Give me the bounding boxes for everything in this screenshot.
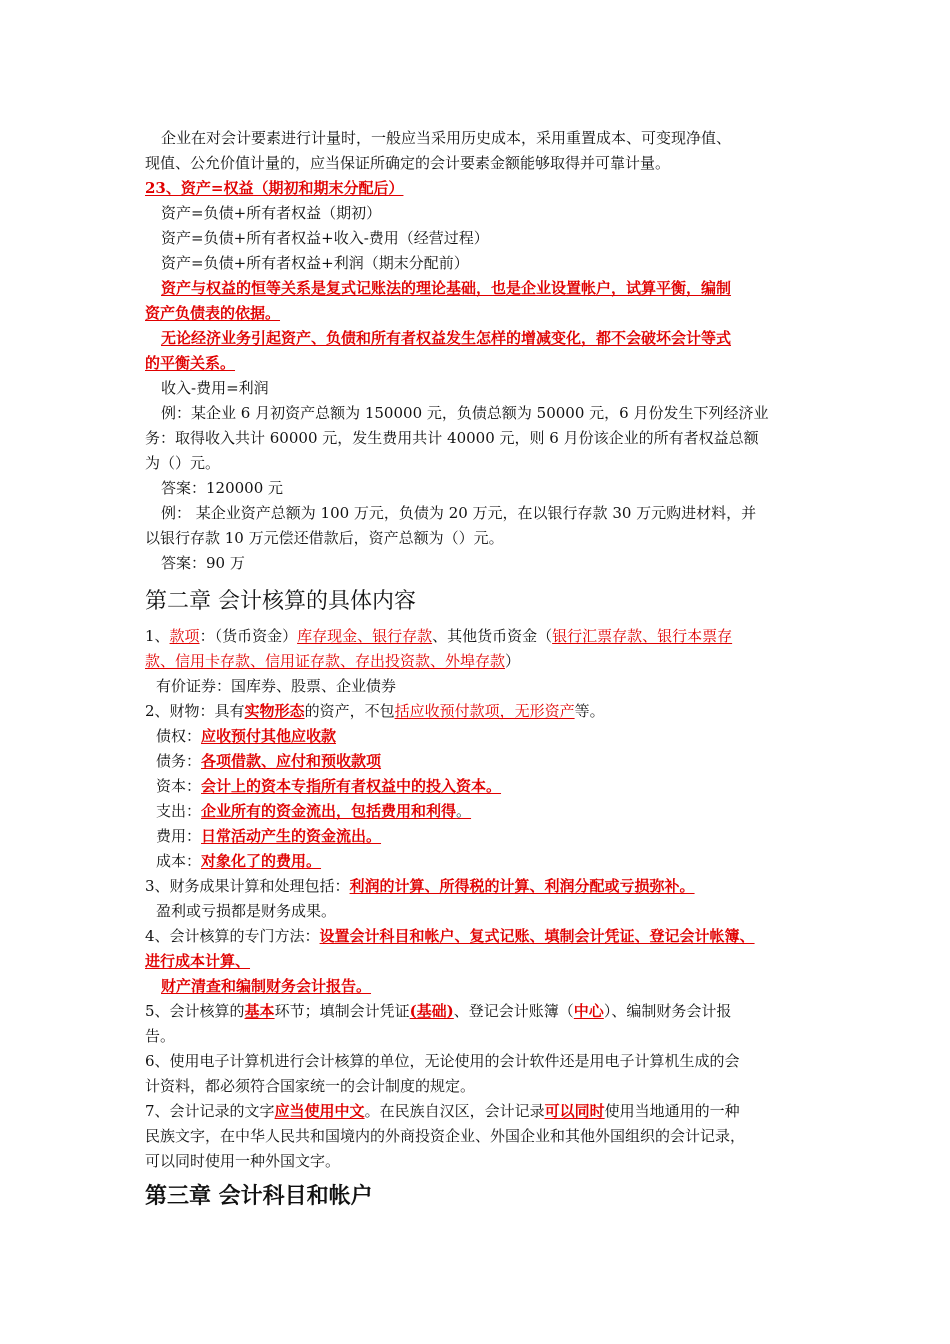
item-3-value: 利润的计算、所得税的计算、利润分配或亏损弥补。 [349, 877, 695, 895]
example-2: 例： 某企业资产总额为 100 万元，负债为 20 万元，在以银行存款 30 万元购进材料，并 [161, 504, 757, 522]
item-7-cont2: 可以同时使用一种外国文字。 [145, 1152, 341, 1170]
claims-value: 应收预付其他应收款 [201, 727, 337, 745]
section-23-title: 23、资产=权益（期初和期末分配后） [145, 179, 404, 197]
cost-value: 对象化了的费用。 [201, 852, 322, 870]
item-5-text3: 、登记会计账簿（ [453, 1002, 574, 1020]
item-4-cont [145, 949, 810, 974]
debts-value: 各项借款、应付和预收款项 [201, 752, 382, 770]
claims-line [145, 724, 821, 749]
item-5-text2: 环节；填制会计凭证 [274, 1002, 410, 1020]
equation-3: 资产=负债+所有者权益+利润（期末分配前） [161, 254, 469, 272]
item-7-simultaneous: 可以同时 [544, 1102, 605, 1120]
emphasis-2-text: 无论经济业务引起资产、负债和所有者权益发生怎样的增减变化，都不会破坏会计等式 [161, 329, 732, 347]
item-5-basic: 基本 [244, 1002, 275, 1020]
cost-label: 成本： [156, 852, 202, 870]
item-4-text: 4、会计核算的专门方法： [145, 927, 320, 945]
item-5-center: 中心 [573, 1002, 604, 1020]
item-7 [145, 1099, 810, 1124]
expense-label: 费用： [156, 827, 202, 845]
item-1-num: 1、 [145, 627, 170, 645]
emphasis-2 [145, 326, 826, 351]
item-7-text: 7、会计记录的文字 [145, 1102, 275, 1120]
debts-label: 债务： [156, 752, 202, 770]
example-2-cont: 以银行存款 10 万元偿还借款后，资产总额为（）元。 [145, 529, 504, 547]
equation-1: 资产=负债+所有者权益（期初） [161, 204, 382, 222]
item-5-text4: ）、编制财务会计报 [603, 1002, 732, 1020]
item-1-text2: 、其他货币资金（ [432, 627, 553, 645]
capital-line [145, 774, 821, 799]
item-7-text3: 使用当地通用的一种 [604, 1102, 740, 1120]
item-3 [145, 874, 810, 899]
item-5 [145, 999, 810, 1024]
securities-line: 有价证券：国库券、股票、企业债券 [156, 677, 397, 695]
item-3-note: 盈利或亏损都是财务成果。 [156, 902, 337, 920]
paragraph-measurement: 企业在对会计要素进行计量时，一般应当采用历史成本，采用重置成本、可变现净值、 [161, 129, 732, 147]
item-6-cont: 计资料，都必须符合国家统一的会计制度的规定。 [145, 1077, 476, 1095]
capital-value: 会计上的资本专指所有者权益中的投入资本。 [201, 777, 502, 795]
emphasis-1 [145, 276, 826, 301]
item-4-value-cont: 进行成本计算、 [145, 952, 251, 970]
paragraph-measurement-cont: 现值、公允价值计量的，应当保证所确定的会计要素金额能够取得并可靠计量。 [145, 154, 671, 172]
item-1-cash: 库存现金、银行存款 [297, 627, 433, 645]
item-4 [145, 924, 810, 949]
item-1-cont [145, 649, 810, 674]
emphasis-1-text: 资产与权益的恒等关系是复式记账法的理论基础，也是企业设置帐户，试算平衡，编制 [161, 279, 732, 297]
example-1-cont: 务：取得收入共计 60000 元，发生费用共计 40000 元，则 6 月份该企业的所有者权益总额 [145, 429, 759, 447]
answer-2: 答案：90 万 [161, 554, 245, 572]
item-7-chinese: 应当使用中文 [274, 1102, 365, 1120]
item-3-text: 3、财务成果计算和处理包括： [145, 877, 350, 895]
expenditure-label: 支出： [156, 802, 202, 820]
cost-line [145, 849, 821, 874]
section-23-heading [145, 176, 810, 201]
emphasis-2-text-cont: 的平衡关系。 [145, 354, 236, 372]
item-1-other-cont: 款、信用卡存款、信用证存款、存出投资款、外埠存款 [145, 652, 506, 670]
item-5-foundation: (基础) [409, 1002, 454, 1020]
item-5-cont: 告。 [145, 1027, 176, 1045]
item-2 [145, 699, 810, 724]
debts-line [145, 749, 821, 774]
item-5-text: 5、会计核算的 [145, 1002, 245, 1020]
item-2-physical: 实物形态 [244, 702, 305, 720]
item-2-text: 2、财物：具有 [145, 702, 245, 720]
item-7-text2: 。在民族自汉区，会计记录 [364, 1102, 545, 1120]
capital-label: 资本： [156, 777, 202, 795]
item-1-kuanxiang: 款项 [169, 627, 200, 645]
expenditure-end: 。 [456, 802, 472, 820]
expense-line [145, 824, 821, 849]
item-1-other: 银行汇票存款、银行本票存 [552, 627, 733, 645]
expense-value: 日常活动产生的资金流出。 [201, 827, 382, 845]
emphasis-1-cont [145, 301, 810, 326]
claims-label: 债权： [156, 727, 202, 745]
expenditure-value: 企业所有的资金流出，包括费用和利得 [201, 802, 457, 820]
item-1-text: ：（货币资金） [199, 627, 298, 645]
answer-1: 答案：120000 元 [161, 479, 284, 497]
item-4-value: 设置会计科目和帐户、复式记账、填制会计凭证、登记会计帐簿、 [319, 927, 755, 945]
item-7-cont: 民族文字，在中华人民共和国境内的外商投资企业、外国企业和其他外国组织的会计记录， [145, 1127, 746, 1145]
item-2-end: 等。 [574, 702, 605, 720]
expenditure-line [145, 799, 821, 824]
item-4-cont2 [145, 974, 826, 999]
item-1-close: ） [505, 652, 521, 670]
chapter-3-title: 第三章 会计科目和帐户 [145, 1184, 373, 1209]
item-6: 6、使用电子计算机进行会计核算的单位，无论使用的会计软件还是用电子计算机生成的会 [145, 1052, 740, 1070]
example-1: 例：某企业 6 月初资产总额为 150000 元，负债总额为 50000 元，6 月份发生下列经济业 [161, 404, 769, 422]
emphasis-2-cont [145, 351, 810, 376]
equation-profit: 收入-费用=利润 [161, 379, 269, 397]
item-4-value-cont2: 财产清查和编制财务会计报告。 [161, 977, 372, 995]
item-1 [145, 624, 810, 649]
emphasis-1-text-cont: 资产负债表的依据。 [145, 304, 281, 322]
chapter-2-title: 第二章 会计核算的具体内容 [145, 589, 416, 614]
example-1-cont2: 为（）元。 [145, 454, 221, 472]
item-2-exclude: 括应收预付款项，无形资产 [394, 702, 575, 720]
equation-2: 资产=负债+所有者权益+收入-费用（经营过程） [161, 229, 489, 247]
item-2-text2: 的资产，不包 [304, 702, 395, 720]
